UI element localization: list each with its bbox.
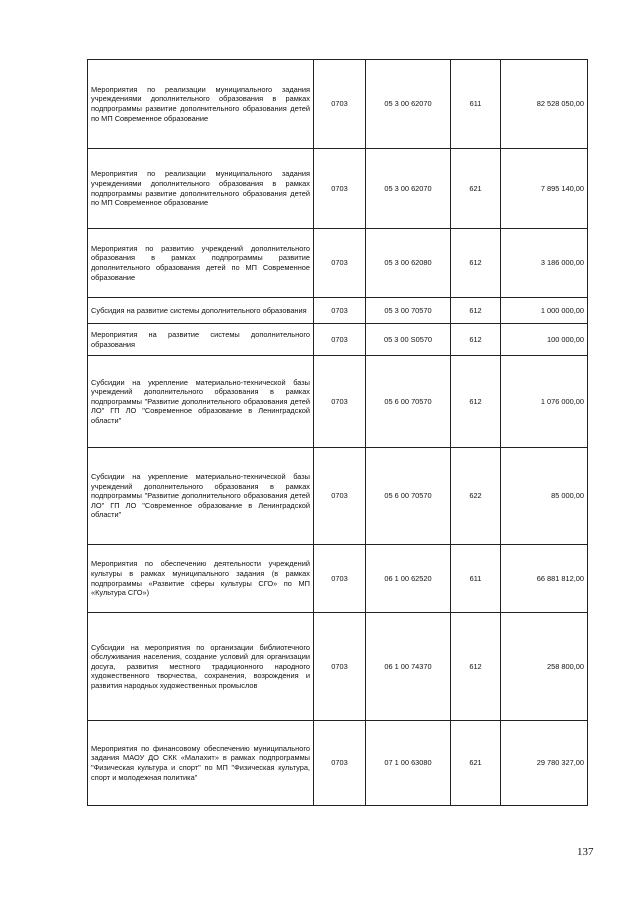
row-description: Мероприятия на развитие системы дополнительного образования xyxy=(88,324,314,356)
row-description: Мероприятия по обеспечению деятельности учреждений культуры в рамках муниципального задания (в рамках подпрограммы «Развитие сферы культуры СГО» по МП «Культура СГО») xyxy=(88,545,314,613)
table-row xyxy=(88,60,588,149)
target-code: 05 3 00 62080 xyxy=(366,229,451,298)
target-code: 05 3 00 62070 xyxy=(366,60,451,149)
table-row xyxy=(88,324,588,356)
expense-type-code: 612 xyxy=(451,613,501,721)
table-row xyxy=(88,721,588,806)
amount: 7 895 140,00 xyxy=(501,149,588,229)
row-description: Субсидии на мероприятия по организации библиотечного обслуживания населения, создание условий для организации досуга, развития местного традиционного народного художественного творчества, сохранения, возрождения и развития народных художественных промыслов xyxy=(88,613,314,721)
row-description: Субсидия на развитие системы дополнительного образования xyxy=(88,298,314,324)
table-row xyxy=(88,149,588,229)
target-code: 06 1 00 62520 xyxy=(366,545,451,613)
section-code: 0703 xyxy=(314,229,366,298)
table-row xyxy=(88,229,588,298)
section-code: 0703 xyxy=(314,356,366,448)
amount: 82 528 050,00 xyxy=(501,60,588,149)
amount: 66 881 812,00 xyxy=(501,545,588,613)
section-code: 0703 xyxy=(314,721,366,806)
row-description: Мероприятия по развитию учреждений дополнительного образования в рамках подпрограммы развитие дополнительного образования детей по МП Современное образование xyxy=(88,229,314,298)
expense-type-code: 612 xyxy=(451,229,501,298)
table-row xyxy=(88,448,588,545)
table-row xyxy=(88,356,588,448)
amount: 258 800,00 xyxy=(501,613,588,721)
section-code: 0703 xyxy=(314,545,366,613)
page-number: 137 xyxy=(577,846,594,858)
row-description: Субсидии на укрепление материально-технической базы учреждений дополнительного образования в рамках подпрограммы "Развитие дополнительного образования детей ЛО" ГП ЛО "Современное образование в Ленинградской области" xyxy=(88,356,314,448)
section-code: 0703 xyxy=(314,149,366,229)
target-code: 07 1 00 63080 xyxy=(366,721,451,806)
amount: 29 780 327,00 xyxy=(501,721,588,806)
expense-type-code: 611 xyxy=(451,545,501,613)
row-description: Мероприятия по реализации муниципального задания учреждениями дополнительного образования в рамках подпрограммы развитие дополнительного образования детей по МП Современное образование xyxy=(88,60,314,149)
amount: 3 186 000,00 xyxy=(501,229,588,298)
table-row xyxy=(88,298,588,324)
table-row xyxy=(88,613,588,721)
section-code: 0703 xyxy=(314,448,366,545)
amount: 85 000,00 xyxy=(501,448,588,545)
expense-type-code: 612 xyxy=(451,356,501,448)
target-code: 06 1 00 74370 xyxy=(366,613,451,721)
expense-type-code: 621 xyxy=(451,721,501,806)
section-code: 0703 xyxy=(314,613,366,721)
amount: 1 076 000,00 xyxy=(501,356,588,448)
section-code: 0703 xyxy=(314,298,366,324)
expense-type-code: 611 xyxy=(451,60,501,149)
target-code: 05 3 00 S0570 xyxy=(366,324,451,356)
target-code: 05 3 00 70570 xyxy=(366,298,451,324)
section-code: 0703 xyxy=(314,324,366,356)
target-code: 05 6 00 70570 xyxy=(366,448,451,545)
expense-type-code: 612 xyxy=(451,324,501,356)
expense-type-code: 622 xyxy=(451,448,501,545)
table-row xyxy=(88,545,588,613)
expense-type-code: 621 xyxy=(451,149,501,229)
section-code: 0703 xyxy=(314,60,366,149)
target-code: 05 6 00 70570 xyxy=(366,356,451,448)
expense-type-code: 612 xyxy=(451,298,501,324)
target-code: 05 3 00 62070 xyxy=(366,149,451,229)
budget-table xyxy=(87,59,588,806)
row-description: Субсидии на укрепление материально-технической базы учреждений дополнительного образования в рамках подпрограммы "Развитие дополнительного образования детей ЛО" ГП ЛО "Современное образование в Ленинградской области" xyxy=(88,448,314,545)
amount: 1 000 000,00 xyxy=(501,298,588,324)
amount: 100 000,00 xyxy=(501,324,588,356)
row-description: Мероприятия по реализации муниципального задания учреждениями дополнительного образования в рамках подпрограммы развитие дополнительного образования детей по МП Современное образование xyxy=(88,149,314,229)
row-description: Мероприятия по финансовому обеспечению муниципального задания МАОУ ДО СКК «Малахит» в рамках подпрограммы "Физическая культура и спорт" по МП "Физическая культура, спорт и молодежная политика" xyxy=(88,721,314,806)
